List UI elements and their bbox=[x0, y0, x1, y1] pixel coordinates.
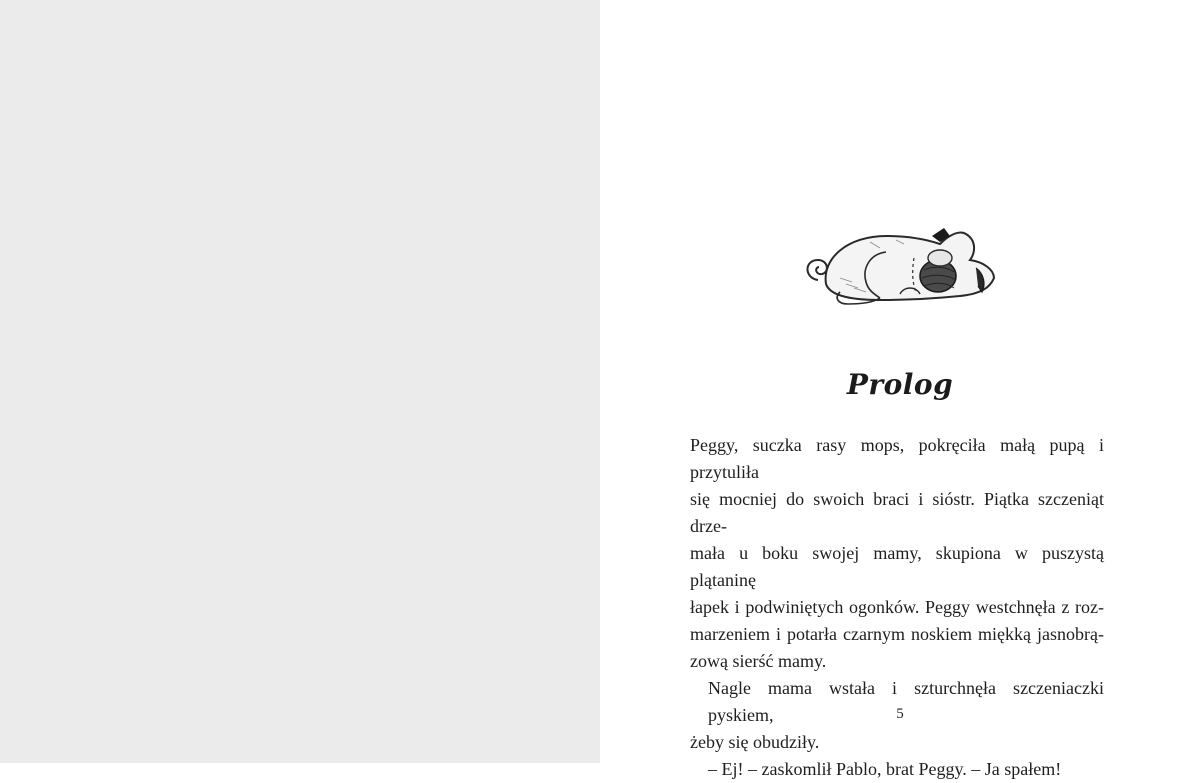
page-number: 5 bbox=[896, 706, 904, 722]
text-line: żeby się obudziły. bbox=[690, 732, 820, 752]
text-line: się mocniej do swoich braci i sióstr. Piątka szczeniąt drze- bbox=[690, 489, 1104, 536]
text-line: – Ej! – zaskomlił Pablo, brat Peggy. – Ja spałem! bbox=[708, 759, 1062, 779]
text-line: Nagle mama wstała i szturchnęła szczeniaczki pyskiem, bbox=[708, 678, 1104, 725]
text-line: marzeniem i potarła czarnym noskiem miękką jasnobrą- bbox=[690, 624, 1104, 644]
paragraph bbox=[690, 756, 1104, 783]
chapter-title: Prolog bbox=[846, 368, 954, 401]
left-page-blank bbox=[0, 0, 600, 763]
text-line: Peggy, suczka rasy mops, pokręciła małą pupą i przytuliła bbox=[690, 435, 1104, 482]
right-page bbox=[600, 0, 1200, 779]
text-line: łapek i podwiniętych ogonków. Peggy westchnęła z roz- bbox=[690, 597, 1104, 617]
sleeping-pug-illustration bbox=[800, 222, 1000, 308]
chapter-body bbox=[690, 432, 1104, 783]
text-line: zową sierść mamy. bbox=[690, 651, 827, 671]
text-line: mała u boku swojej mamy, skupiona w puszystą plątaninę bbox=[690, 543, 1104, 590]
paragraph bbox=[690, 432, 1104, 675]
